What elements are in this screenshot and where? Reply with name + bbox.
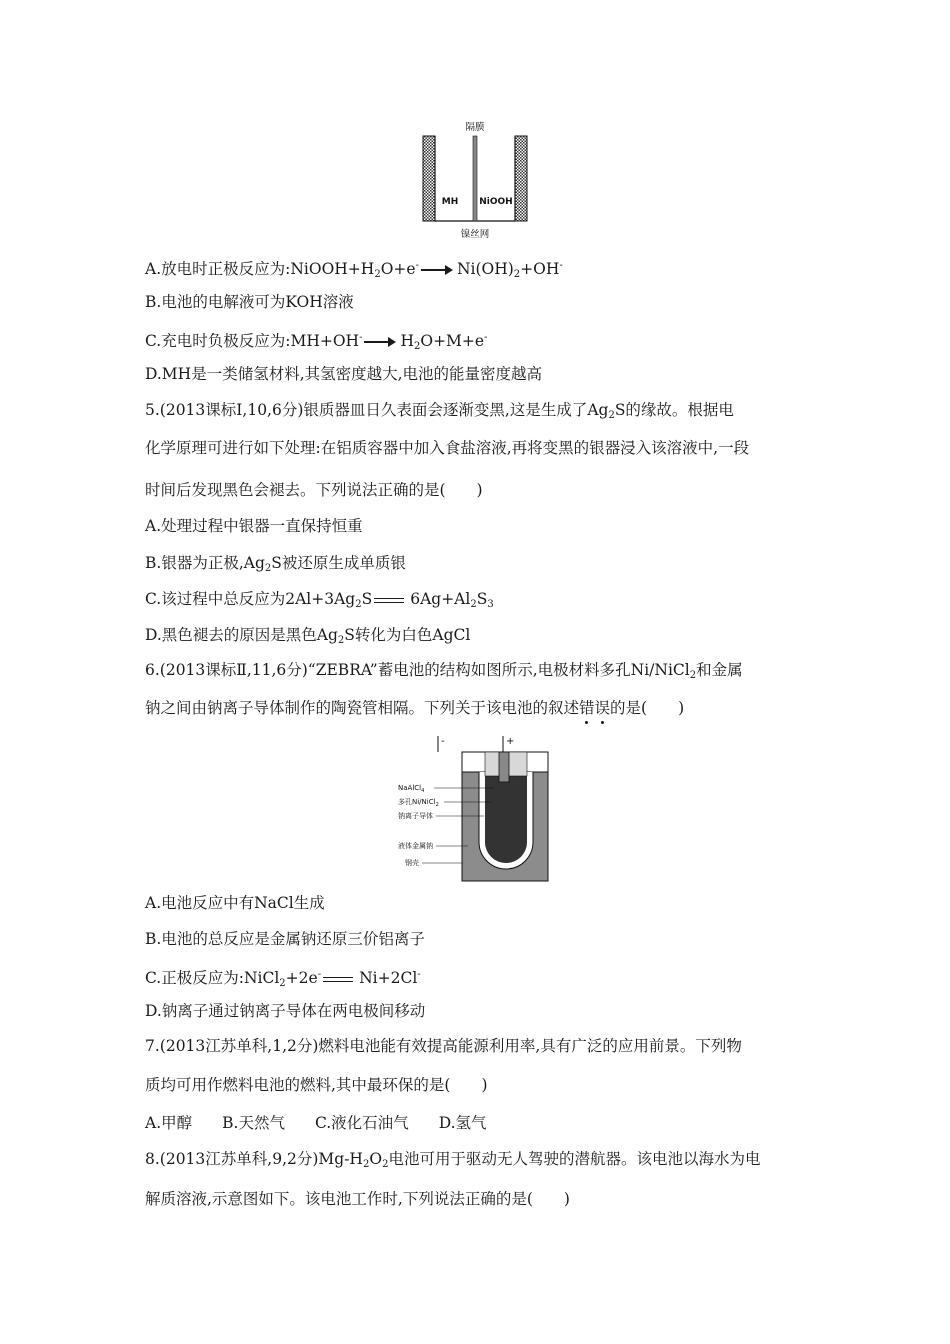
fig2-label-negative: - (441, 736, 445, 747)
fig1-label-nickel-mesh: 镍丝网 (460, 229, 490, 240)
q7-stem-line1: 7.(2013江苏单科,1,2分)燃料电池能有效提高能源利用率,具有广泛的应用前景。下列物 (145, 1037, 742, 1055)
equals-sign-icon (323, 977, 353, 982)
q5-stem-line2: 化学原理可进行如下处理:在铝质容器中加入食盐溶液,再将变黑的银器浸入该溶液中,一段 (145, 439, 750, 457)
fig2-label-positive: + (506, 736, 515, 747)
q8-stem-line2: 解质溶液,示意图如下。该电池工作时,下列说法正确的是( ) (145, 1190, 570, 1208)
fig2-label-na-conductor: 钠离子导体 (398, 812, 433, 820)
q6-option-a: A.电池反应中有NaCl生成 (145, 894, 325, 912)
q6-option-d: D.钠离子通过钠离子导体在两电极间移动 (145, 1002, 426, 1020)
q6-stem-line2: 钠之间由钠离子导体制作的陶瓷管相隔。下列关于该电池的叙述错误的是( ) (145, 699, 685, 717)
fig2-label-porous-ni: 多孔Ni/NiCl$_2$ (398, 798, 439, 808)
fig2-label-steel-shell: 钢壳 (405, 859, 419, 867)
emphasis-dot-char: 误 (594, 699, 611, 717)
q7-stem-line2: 质均可用作燃料电池的燃料,其中最环保的是( ) (145, 1076, 488, 1094)
q5-option-b: B.银器为正极$,Ag_2S$被还原生成单质银 (145, 554, 406, 574)
emphasis-dot-char: 错 (579, 699, 595, 717)
q5-stem-line3: 时间后发现黑色会褪去。下列说法正确的是( ) (145, 481, 483, 499)
equals-sign-icon (374, 598, 404, 603)
q5-stem-line1: 5.(2013课标Ⅰ,10,6分)银质器皿日久表面会逐渐变黑,这是生成了$Ag_2S$的缘故。根据电 (145, 401, 734, 421)
fig2-label-liquid-na: 液体金属钠 (398, 842, 433, 850)
q7-option-b: B.天然气 (222, 1114, 285, 1132)
fig1-label-separator: 隔膜 (465, 122, 485, 133)
q8-stem-line1: 8.(2013江苏单科,9,2分)$Mg-H_2O_2$电池可用于驱动无人驾驶的潜航器。该电池以海水为电 (145, 1150, 761, 1170)
q6-option-c: C.正极反应为:NiCl$_2$+2e- Ni+2Cl- (145, 969, 421, 989)
q4-option-b: B.电池的电解液可为KOH溶液 (145, 293, 354, 311)
zebra-battery-diagram (398, 732, 550, 884)
q6-option-b: B.电池的总反应是金属钠还原三价铝离子 (145, 930, 425, 948)
reaction-arrow-icon (421, 269, 451, 271)
battery-diagram-mh-niooh (415, 118, 535, 243)
q5-option-c: C.该过程中总反应为$2Al+3Ag_2S$ $6Ag+Al_2S_3$ (145, 590, 494, 610)
reaction-arrow-icon (364, 341, 394, 343)
q4-option-a: A.放电时正极反应为$:NiOOH+H_2O+e^-$ $Ni(OH)_2+OH^-$ (145, 260, 563, 280)
q6-stem-line1: 6.(2013课标Ⅱ,11,6分)“ZEBRA”蓄电池的结构如图所示,电极材料多孔Ni/NiCl$_2$和金属 (145, 661, 743, 681)
q4-option-c: C.充电时负极反应为:MH+OH- $H_2O+M+e^-$ (145, 332, 488, 352)
q7-options (145, 1113, 517, 1133)
q7-option-c: C.液化石油气 (314, 1114, 409, 1132)
q5-option-d: D.黑色褪去的原因是黑色$Ag_2S$转化为白色AgCl (145, 626, 471, 646)
q4-option-d: D.MH是一类储氢材料,其氢密度越大,电池的能量密度越高 (145, 365, 543, 383)
q7-option-d: D.氢气 (438, 1114, 487, 1132)
q7-option-a: A.甲醇 (145, 1114, 193, 1132)
q5-option-a: A.处理过程中银器一直保持恒重 (145, 517, 363, 535)
fig1-label-niooh: NiOOH (479, 197, 513, 207)
fig2-label-naalcl4: NaAlCl$_4$ (398, 784, 425, 794)
fig1-label-mh: MH (441, 197, 459, 207)
